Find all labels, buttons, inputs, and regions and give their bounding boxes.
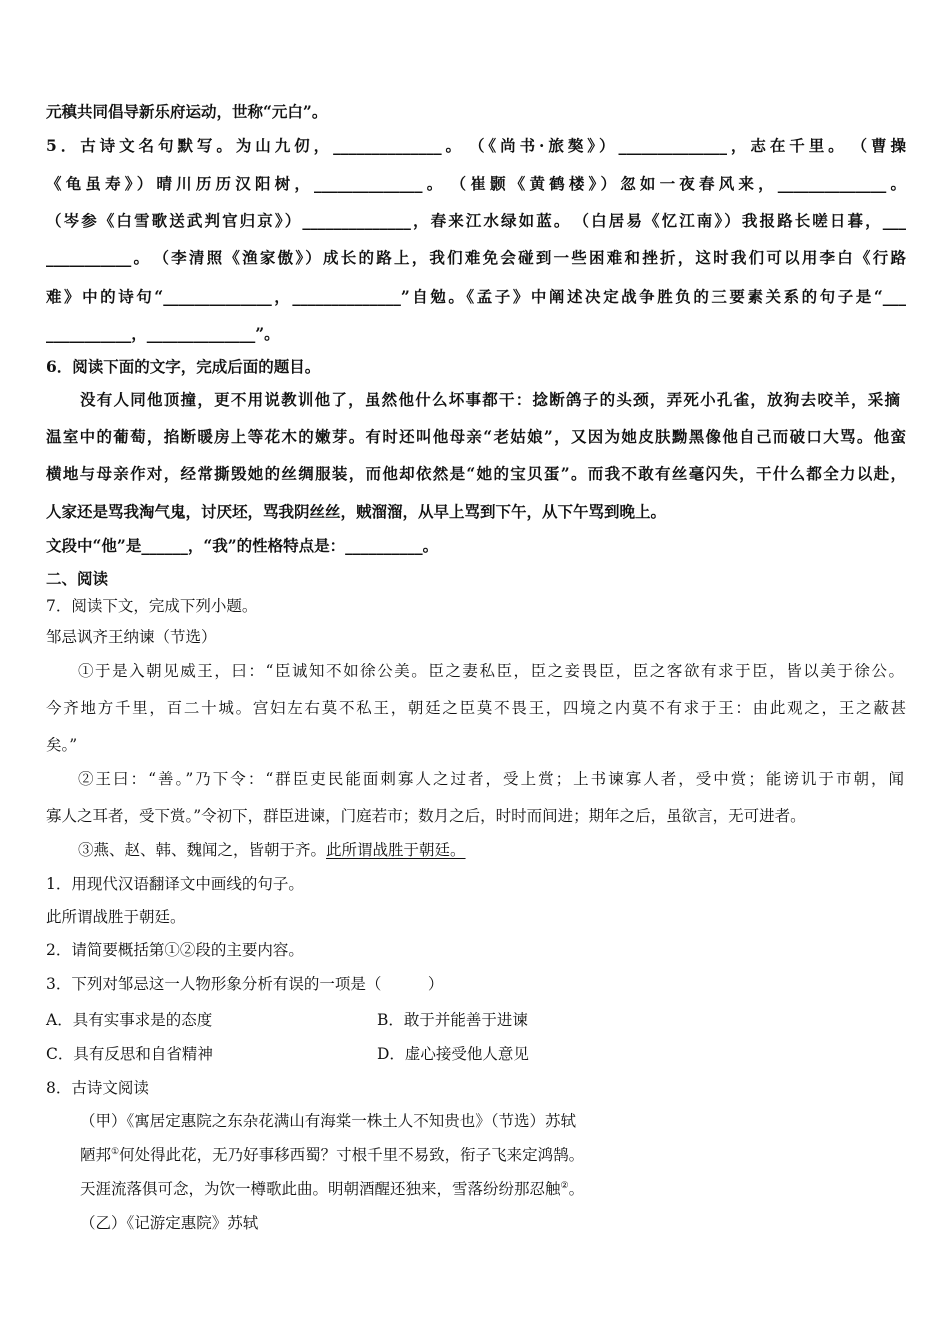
passage-title: 邹忌讽齐王纳谏（节选） — [46, 628, 217, 646]
question-5-line: （岑参《白雪歌送武判官归京》）______________，春来江水绿如蓝。 （白居易《忆江南》）我报路长嗟日暮，___ — [46, 211, 906, 230]
passage-line: 温室中的葡萄，掐断暖房上等花木的嫩芽。有时还叫他母亲“老姑娘”，又因为她皮肤黝黑像他自己而破口大骂。他蛮 — [46, 427, 906, 446]
passage-line: 今齐地方千里，百二十城。宫妇左右莫不私王，朝廷之臣莫不畏王，四境之内莫不有求于王：由此观之，王之蔽甚 — [46, 699, 906, 717]
section-heading: 二、阅读 — [46, 569, 109, 588]
option-b: B．敢于并能善于进谏 — [377, 1011, 528, 1029]
poem-text: 陋邦 — [80, 1146, 112, 1164]
passage-line: ②王曰：“善。”乃下令：“群臣吏民能面刺寡人之过者，受上赏；上书谏寡人者，受中赏；能谤讥于市朝，闻 — [78, 770, 904, 788]
passage-line: 横地与母亲作对，经常撕毁她的丝绸服装，而他却依然是“她的宝贝蛋”。而我不敢有丝毫闪失，干什么都全力以赴， — [46, 464, 906, 483]
question-5-line: 《龟虽寿》）晴川历历汉阳树，______________。 （崔颢《黄鹤楼》）忽如一夜春风来，______________。 — [46, 174, 906, 193]
footnote-marker: ② — [560, 1181, 569, 1191]
footnote-marker: ① — [111, 1147, 120, 1157]
question-5-line: ___________，______________”。 — [46, 324, 280, 343]
option-c: C．具有反思和自省精神 — [46, 1045, 213, 1063]
poem-title: （甲）《寓居定惠院之东杂花满山有海棠一株土人不知贵也》（节选）苏轼 — [80, 1112, 577, 1130]
poem-text: 。 — [568, 1180, 585, 1198]
option-d: D．虚心接受他人意见 — [377, 1045, 529, 1063]
passage-line: 矣。” — [46, 736, 78, 754]
text-line: 元稹共同倡导新乐府运动，世称“元白”。 — [46, 102, 328, 121]
sub-question-2: 2．请简要概括第①②段的主要内容。 — [46, 941, 304, 959]
question-6-prompt: 文段中“他”是______，“我”的性格特点是：__________。 — [46, 536, 439, 555]
sub-question-1: 1．用现代汉语翻译文中画线的句子。 — [46, 875, 304, 893]
passage-line: 人家还是骂我淘气鬼，讨厌坯，骂我阴丝丝，贼溜溜，从早上骂到下午，从下午骂到晚上。 — [46, 502, 667, 521]
essay-title: （乙）《记游定惠院》苏轼 — [80, 1214, 259, 1232]
option-a: A．具有实事求是的态度 — [46, 1011, 213, 1029]
poem-line — [80, 1145, 584, 1165]
question-7-title: 7．阅读下文，完成下列小题。 — [46, 597, 258, 615]
passage-line: 没有人同他顶撞，更不用说教训他了，虽然他什么坏事都干：捻断鸽子的头颈，弄死小孔雀，放狗去咬羊，采摘 — [80, 390, 900, 409]
passage-line — [78, 840, 466, 860]
question-6-title: 6．阅读下面的文字，完成后面的题目。 — [46, 357, 321, 376]
poem-text: 何处得此花，无乃好事移西蜀？寸根千里不易致，衔子飞来定鸿鹄。 — [119, 1146, 585, 1164]
question-5-line: 5．古诗文名句默写。为山九仞，______________。 （《尚书·旅獒》）______________，志在千里。 （曹操 — [46, 136, 906, 155]
question-5-line: ___________。 （李清照《渔家傲》）成长的路上，我们难免会碰到一些困难和挫折，这时我们可以用李白《行路 — [46, 248, 906, 267]
passage-line: 寡人之耳者，受下赏。”令初下，群臣进谏，门庭若市；数月之后，时时而间进；期年之后，虽欲言，无可进者。 — [46, 807, 806, 825]
underlined-sentence: 此所谓战胜于朝廷。 — [326, 841, 466, 859]
poem-text: 天涯流落俱可念，为饮一樽歌此曲。明朝酒醒还独来，雪落纷纷那忍触 — [80, 1180, 561, 1198]
question-8-title: 8．古诗文阅读 — [46, 1079, 149, 1097]
question-5-line: 难》中的诗句“______________，______________”自勉。《孟子》中阐述决定战争胜负的三要素关系的句子是“___ — [46, 287, 906, 306]
poem-line — [80, 1179, 584, 1199]
sub-question-3: 3．下列对邹忌这一人物形象分析有误的一项是（ ） — [46, 975, 444, 993]
passage-text: ③燕、赵、韩、魏闻之，皆朝于齐。 — [78, 841, 327, 859]
sub-question-1-sentence: 此所谓战胜于朝廷。 — [46, 908, 186, 926]
passage-line: ①于是入朝见威王，曰：“臣诚知不如徐公美。臣之妻私臣，臣之妾畏臣，臣之客欲有求于臣，皆以美于徐公。 — [78, 662, 904, 680]
